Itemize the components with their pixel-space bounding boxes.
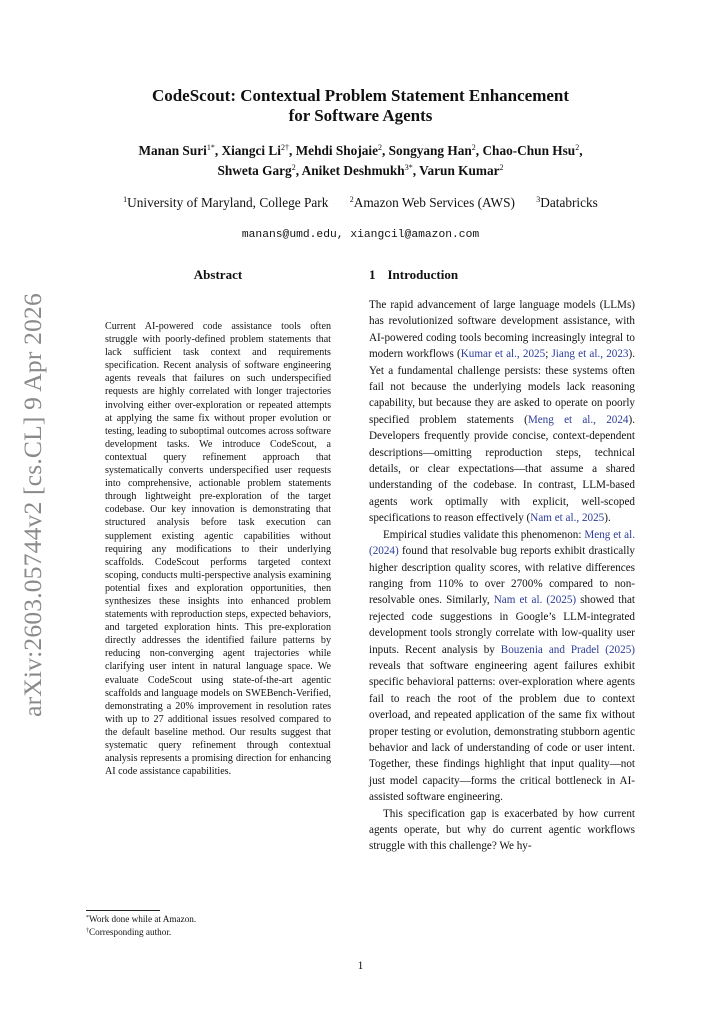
abstract-body: Current AI-powered code assistance tools often struggle with poorly-defined problem statements that lack sufficient task context and requirements specification. Recent analysis of software engineering agents reveals that failures on such underspecified requests are highly correlated with longer trajectories involving either over-exploration or repeated attempts at applying the same fix without proper evolution or testing, leading to suboptimal outcomes across software development tasks. We introduce CodeScout, a contextual query refinement approach that systematically converts underspecified user requests into comprehensive, actionable problem statements through lightweight pre-exploration of the target codebase. Our key innovation is demonstrating that structured analysis before task execution can supplement existing agentic capabilities without requiring any modifications to their underlying scaffolds. CodeScout performs targeted context scoping, conducts multi-perspective analysis examining potential fixes and exploration opportunities, then synthesizes these insights into enhanced problem statements with reproduction steps, expected behaviors, and targeted exploration hints. This pre-exploration directly addresses the identified failure patterns by reducing non-converging agent trajectories while clarifying user intent in natural language space. We evaluate CodeScout using state-of-the-art agentic scaffolds and language models on SWEBench-Verified, demonstrating a 20% improvement in resolution rates with up to 27 additional issues resolved compared to the default baseline method. Our results suggest that systematic query refinement through contextual analysis represents a promising direction for enhancing AI code assistance capabilities.: [105, 321, 331, 778]
footnote-mark: †: [86, 927, 89, 934]
author-line-1: Manan Suri$^{1*}$, Xiangci $Li^{2\dagger}$, Mehdi Shojaie$^2$, Songyang Han$^2$, Chao-Chun Hsu$^2$,: [138, 143, 583, 158]
affiliation-name: University of Maryland, College Park: [127, 195, 329, 210]
author-mark: 3*: [404, 163, 413, 172]
affiliation-mark: 1: [123, 195, 128, 204]
footnote-text: Corresponding author.: [89, 926, 172, 937]
text-run: ;: [545, 348, 552, 361]
author-name: Shweta Garg: [217, 163, 292, 178]
text-run: ).: [604, 512, 611, 525]
author-mark: 1*: [206, 143, 215, 152]
author-mark: 2†: [280, 143, 289, 152]
citation-link[interactable]: Meng et al., 2024: [527, 413, 629, 426]
text-run: reveals that software engineering agent failures exhibit specific behavioral patterns: over-exploration where agents fail to reach the root of the problem due to context overload, and repeated application of the same fix without proper testing or evolution, demonstrating stubborn agentic behavior and lack of understanding of code or user intent. Together, these findings highlight that input quality—not just model capacity—forms the critical bottleneck in AI-assisted software engineering.: [369, 659, 635, 804]
affiliation-mark: 2: [349, 195, 354, 204]
footnote: [86, 926, 196, 939]
text-run: Empirical studies validate this phenomenon:: [383, 528, 585, 541]
footnote-mark: *: [86, 915, 89, 921]
text-run: ). Yet a fundamental challenge persists: these systems often fail not because the underlying models lack reasoning capability, but because they are asked to operate on poorly specified problem statements (: [369, 348, 635, 426]
affiliation-name: Amazon Web Services (AWS): [353, 195, 515, 210]
paragraph: [369, 806, 635, 855]
affiliation: [536, 195, 598, 210]
arxiv-identifier: [8, 293, 58, 717]
author-mark: 2: [378, 143, 382, 152]
author-name: Manan Suri: [138, 143, 207, 158]
author-mark: 2: [575, 143, 580, 152]
affiliation-mark: 3: [536, 195, 541, 204]
citation-link[interactable]: Bouzenia and Pradel (2025): [500, 643, 635, 656]
paragraph: [369, 297, 635, 527]
author-mark: 2: [291, 163, 296, 172]
footnote-text: Work done while at Amazon.: [89, 914, 197, 924]
affiliation: [350, 195, 515, 210]
section-title: Introduction: [387, 267, 459, 282]
contact-emails: manans@umd.edu, xiangcil@amazon.com: [241, 229, 480, 241]
introduction-body: [369, 297, 635, 855]
citation-link[interactable]: Kumar et al., 2025: [460, 348, 546, 361]
affiliations: [60, 195, 661, 211]
author-name: Songyang Han: [388, 143, 472, 158]
text-run: ). Developers frequently provide concise, context-dependent descriptions—omitting reproduction steps, technical details, or clear expectations—that assume a shared understanding of the codebase. In contrast, LLM-based agents work optimally with explicit, well-scoped specifications to reason effectively (: [369, 413, 635, 525]
abstract-heading: Abstract: [193, 267, 243, 282]
author-name: Xiangci Li: [221, 143, 281, 158]
citation-link[interactable]: Nam et al., 2025: [530, 512, 605, 525]
text-run: found that resolvable bug reports exhibit drastically higher description quality scores, with relative differences ranging from 110% to over 2700% compared to non-resolvable ones. Similarly,: [369, 545, 635, 607]
affiliation: [123, 195, 328, 210]
author-list: [100, 141, 621, 181]
page-number: 1: [357, 960, 364, 972]
arxiv-stamp-text: arXiv:2603.05744v2 [cs.CL] 9 Apr 2026: [18, 293, 47, 717]
citation-link[interactable]: Meng et al. (2024): [369, 528, 635, 558]
author-name: Chao-Chun Hsu: [482, 143, 576, 158]
footnote-rule: [86, 910, 160, 911]
text-run: This specification gap is exacerbated by how current agents operate, but why do current agentic workflows struggle with this challenge? We hy-: [369, 807, 635, 853]
author-name: Aniket Deshmukh: [301, 163, 405, 178]
title-line-2: for Software Agents: [288, 106, 433, 125]
introduction-heading: [369, 267, 458, 283]
title-line-1: CodeScout: Contextual Problem Statement Enhancement: [151, 86, 570, 105]
author-name: Varun Kumar: [419, 163, 500, 178]
author-name: Mehdi Shojaie: [295, 143, 378, 158]
author-mark: 2: [499, 163, 504, 172]
author-mark: 2: [471, 143, 476, 152]
citation-link[interactable]: Jiang et al., 2023: [551, 348, 629, 361]
section-number: 1: [369, 267, 376, 282]
footnotes: [86, 913, 196, 938]
affiliation-name: Databricks: [540, 195, 598, 210]
paper-title: [100, 86, 621, 126]
text-run: showed that rejected code suggestions in Google’s LLM-integrated development tools strongly correlate with low-quality user inputs. Recent analysis by: [369, 594, 636, 656]
footnote: [86, 913, 196, 926]
text-run: The rapid advancement of large language models (LLMs) has revolutionized software development assistance, with AI-powered coding tools becoming increasingly integral to modern workflows (: [369, 299, 635, 361]
author-line-2: Shweta Garg$^2$, Aniket Deshmukh$^{3*}$, Varun Kumar$^2$: [217, 163, 504, 178]
citation-link[interactable]: Nam et al. (2025): [493, 594, 577, 607]
paragraph: [369, 527, 635, 806]
